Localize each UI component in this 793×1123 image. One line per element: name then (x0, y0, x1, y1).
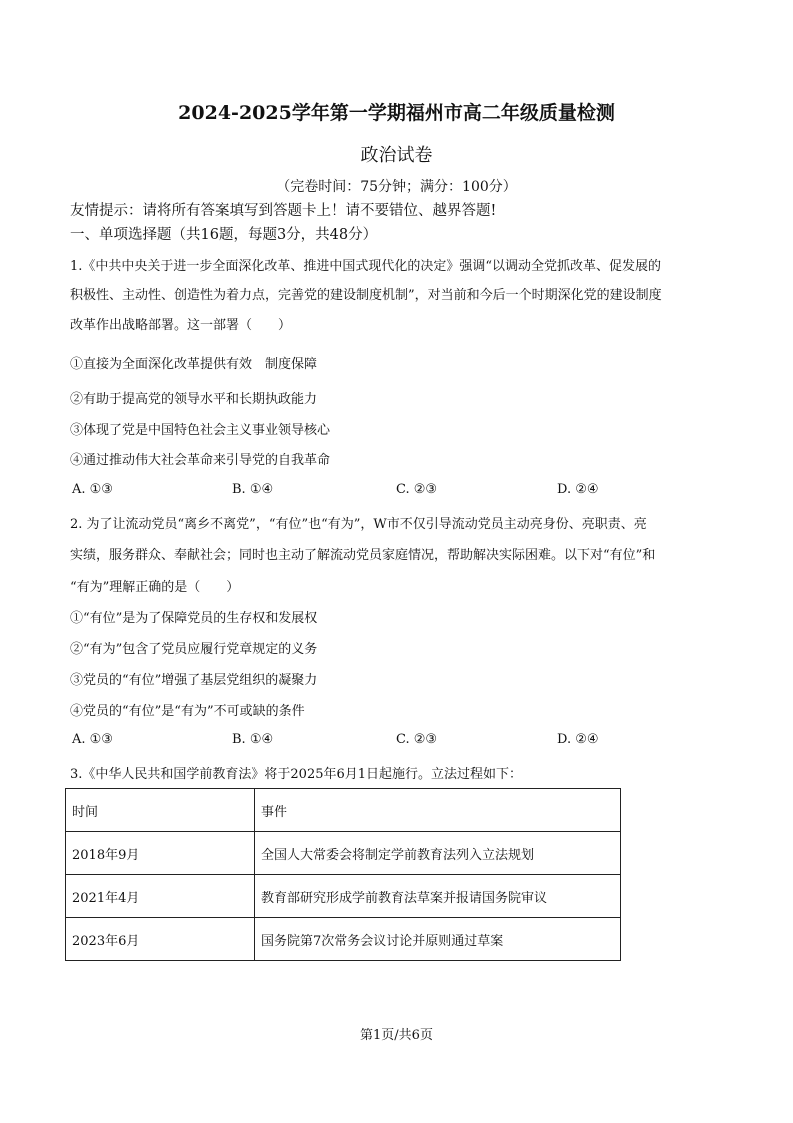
question-2-statement-2: ②“有为”包含了党员应履行党章规定的义务 (70, 642, 318, 657)
question-1-choice-b[interactable]: B. ①④ (232, 482, 274, 497)
question-2-stem-line-3: “有为”理解正确的是（ ） (70, 580, 240, 595)
exam-subject: 政治试卷 (360, 145, 433, 166)
table-cell-event: 全国人大常委会将制定学前教育法列入立法规划 (255, 832, 621, 875)
question-1-choice-d[interactable]: D. ②④ (557, 482, 599, 497)
question-1-statement-4: ④通过推动伟大社会革命来引导党的自我革命 (70, 453, 331, 468)
question-2-choice-d[interactable]: D. ②④ (557, 732, 599, 747)
question-2-stem-line-1: 2. 为了让流动党员“离乡不离党”，“有位”也“有为”，W市不仅引导流动党员主动亮身份、亮职责、亮 (70, 517, 647, 532)
question-2-choice-b[interactable]: B. ①④ (232, 732, 274, 747)
question-1-stem-line-3: 改革作出战略部署。这一部署（ ） (70, 318, 292, 333)
table-header-event: 事件 (255, 789, 621, 832)
question-2-statement-4: ④党员的“有位”是“有为”不可或缺的条件 (70, 704, 305, 719)
page-number: 第1页/共6页 (360, 1028, 433, 1043)
table-cell-event: 国务院第7次常务会议讨论并原则通过草案 (255, 918, 621, 961)
table-row (66, 875, 621, 918)
legislation-timeline-table (65, 788, 621, 961)
question-2-statement-3: ③党员的“有位”增强了基层党组织的凝聚力 (70, 673, 318, 688)
question-2-statement-1: ①“有位”是为了保障党员的生存权和发展权 (70, 611, 318, 626)
question-1-statement-2: ②有助于提高党的领导水平和长期执政能力 (70, 392, 318, 407)
question-1-stem-line-2: 积极性、主动性、创造性为着力点，完善党的建设制度机制”，对当前和今后一个时期深化党的建设制度 (70, 288, 662, 303)
question-1-statement-3: ③体现了党是中国特色社会主义事业领导核心 (70, 423, 331, 438)
question-2-choice-a[interactable]: A. ①③ (72, 732, 113, 747)
table-cell-time: 2023年6月 (66, 918, 255, 961)
table-cell-event: 教育部研究形成学前教育法草案并报请国务院审议 (255, 875, 621, 918)
table-cell-time: 2018年9月 (66, 832, 255, 875)
question-2-stem-line-2: 实绩，服务群众、奉献社会；同时也主动了解流动党员家庭情况，帮助解决实际困难。以下对“有位”和 (70, 548, 656, 563)
exam-tip: 友情提示：请将所有答案填写到答题卡上！请不要错位、越界答题! (70, 203, 497, 219)
table-header-time: 时间 (66, 789, 255, 832)
table-header-row (66, 789, 621, 832)
question-1-stem-line-1: 1.《中共中央关于进一步全面深化改革、推进中国式现代化的决定》强调“以调动全党抓改革、促发展的 (70, 259, 662, 274)
table-row (66, 918, 621, 961)
question-2-choice-c[interactable]: C. ②③ (396, 732, 438, 747)
exam-title: 2024-2025学年第一学期福州市高二年级质量检测 (178, 102, 615, 124)
question-1-choice-a[interactable]: A. ①③ (72, 482, 113, 497)
question-3-stem-line-1: 3.《中华人民共和国学前教育法》将于2025年6月1日起施行。立法过程如下： (70, 767, 523, 782)
question-1-statement-1: ①直接为全面深化改革提供有效 制度保障 (70, 357, 318, 372)
question-1-choice-c[interactable]: C. ②③ (396, 482, 438, 497)
exam-info: （完卷时间：75分钟；满分：100分） (276, 179, 517, 195)
section-heading: 一、单项选择题（共16题，每题3分，共48分） (70, 227, 378, 243)
table-cell-time: 2021年4月 (66, 875, 255, 918)
table-row (66, 832, 621, 875)
